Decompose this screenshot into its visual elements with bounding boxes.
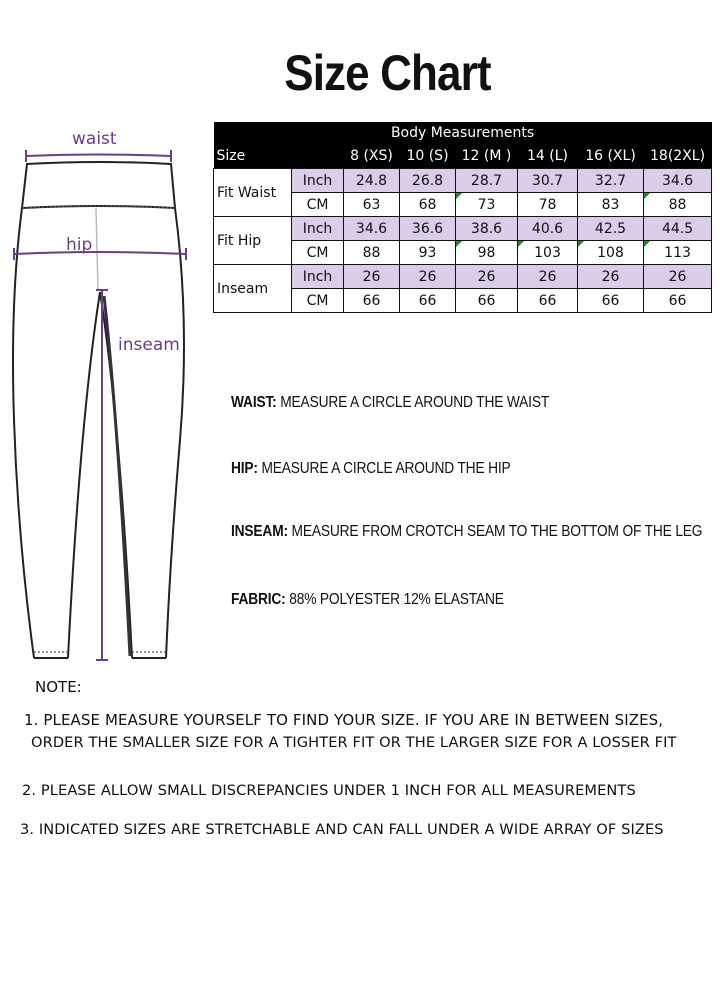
- table-cell: 44.5: [644, 217, 712, 241]
- table-row: [214, 217, 712, 241]
- unit-cell: CM: [292, 193, 344, 217]
- row-name: Fit Hip: [214, 217, 292, 265]
- table-cell: 34.6: [344, 217, 400, 241]
- table-cell: 38.6: [456, 217, 518, 241]
- table-cell: 68: [400, 193, 456, 217]
- size-header: 16 (XL): [578, 144, 644, 169]
- table-row: [214, 265, 712, 289]
- table-cell: 88: [644, 193, 712, 217]
- desc-label: HIP:: [231, 460, 258, 477]
- table-cell: 108: [578, 241, 644, 265]
- table-cell: 26.8: [400, 169, 456, 193]
- table-cell: 66: [644, 289, 712, 313]
- desc-text: MEASURE A CIRCLE AROUND THE HIP: [261, 460, 511, 477]
- desc-label: FABRIC:: [231, 591, 286, 608]
- size-header: 8 (XS): [344, 144, 400, 169]
- table-cell: 30.7: [518, 169, 578, 193]
- table-cell: 40.6: [518, 217, 578, 241]
- desc-label: WAIST:: [231, 394, 277, 411]
- leggings-illustration: [0, 120, 200, 680]
- page-title: Size Chart: [284, 45, 491, 101]
- unit-cell: Inch: [292, 265, 344, 289]
- unit-cell: CM: [292, 289, 344, 313]
- table-cell: 78: [518, 193, 578, 217]
- row-name: Inseam: [214, 265, 292, 313]
- table-cell: 26: [518, 265, 578, 289]
- table-cell: 26: [644, 265, 712, 289]
- waist-description: [231, 394, 549, 412]
- desc-text: MEASURE A CIRCLE AROUND THE WAIST: [280, 394, 550, 411]
- table-cell: 113: [644, 241, 712, 265]
- size-header: 14 (L): [518, 144, 578, 169]
- size-header: 18(2XL): [644, 144, 712, 169]
- table-header: Body Measurements: [214, 122, 712, 144]
- table-row: [214, 169, 712, 193]
- table-cell: 42.5: [578, 217, 644, 241]
- unit-cell: Inch: [292, 169, 344, 193]
- table-cell: 73: [456, 193, 518, 217]
- note-item: 2. PLEASE ALLOW SMALL DISCREPANCIES UNDER 1 INCH FOR ALL MEASUREMENTS: [22, 782, 636, 799]
- table-cell: 26: [400, 265, 456, 289]
- inseam-label: inseam: [118, 335, 180, 355]
- table-cell: 26: [344, 265, 400, 289]
- table-cell: 28.7: [456, 169, 518, 193]
- table-cell: 66: [456, 289, 518, 313]
- note-item: 1. PLEASE MEASURE YOURSELF TO FIND YOUR SIZE. IF YOU ARE IN BETWEEN SIZES,: [24, 711, 664, 729]
- table-cell: 66: [400, 289, 456, 313]
- table-cell: 36.6: [400, 217, 456, 241]
- hip-label: hip: [66, 235, 93, 255]
- table-cell: 66: [518, 289, 578, 313]
- size-table: [213, 122, 712, 313]
- table-cell: 63: [344, 193, 400, 217]
- table-cell: 32.7: [578, 169, 644, 193]
- table-cell: 88: [344, 241, 400, 265]
- fabric-description: [231, 591, 504, 609]
- size-label: Size: [214, 144, 292, 169]
- table-cell: 93: [400, 241, 456, 265]
- desc-label: INSEAM:: [231, 523, 288, 540]
- table-cell: 26: [578, 265, 644, 289]
- table-cell: 66: [344, 289, 400, 313]
- table-cell: 83: [578, 193, 644, 217]
- table-cell: 26: [456, 265, 518, 289]
- note-heading: NOTE:: [35, 678, 82, 696]
- unit-cell: CM: [292, 241, 344, 265]
- table-cell: 103: [518, 241, 578, 265]
- table-cell: 24.8: [344, 169, 400, 193]
- table-cell: 66: [578, 289, 644, 313]
- desc-text: MEASURE FROM CROTCH SEAM TO THE BOTTOM OF THE LEG: [291, 523, 703, 540]
- note-item: 3. INDICATED SIZES ARE STRETCHABLE AND CAN FALL UNDER A WIDE ARRAY OF SIZES: [20, 821, 664, 838]
- note-item: ORDER THE SMALLER SIZE FOR A TIGHTER FIT OR THE LARGER SIZE FOR A LOSSER FIT: [31, 734, 677, 751]
- table-cell: 98: [456, 241, 518, 265]
- desc-text: 88% POLYESTER 12% ELASTANE: [289, 591, 504, 608]
- hip-description: [231, 460, 511, 478]
- size-header: 10 (S): [400, 144, 456, 169]
- size-header: 12 (M ): [456, 144, 518, 169]
- table-cell: 34.6: [644, 169, 712, 193]
- unit-cell: Inch: [292, 217, 344, 241]
- row-name: Fit Waist: [214, 169, 292, 217]
- inseam-description: [231, 523, 702, 541]
- waist-label: waist: [72, 129, 117, 149]
